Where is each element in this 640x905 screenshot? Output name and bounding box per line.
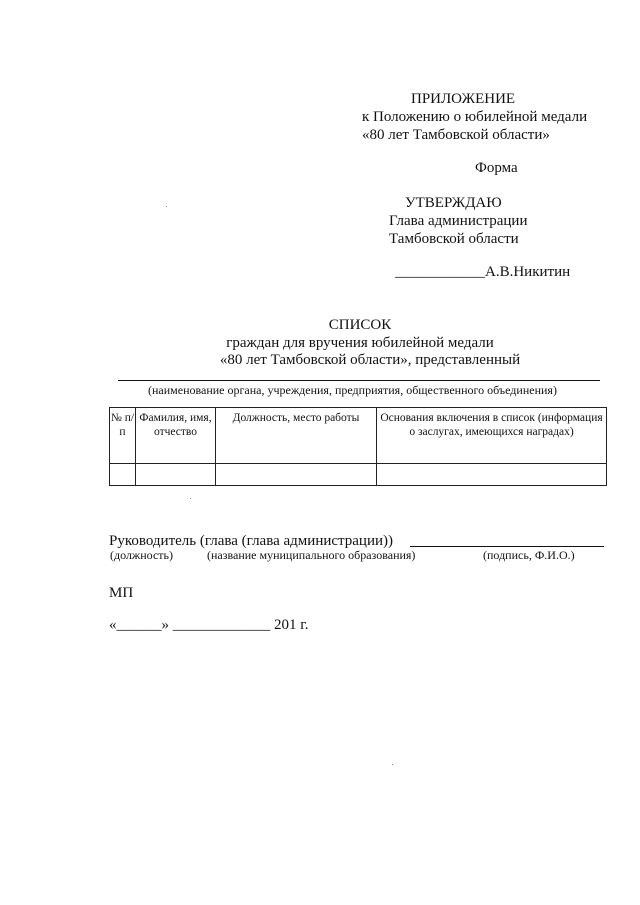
scan-speck [190, 498, 191, 499]
table-cell [377, 464, 607, 486]
form-label: Форма [475, 160, 518, 176]
list-subtitle-2: «80 лет Тамбовской области», представленный [219, 352, 521, 368]
approval-line-1: Глава администрации [389, 213, 528, 229]
column-position: Должность, место работы [216, 408, 377, 464]
head-line-label: Руководитель (глава (глава администрации)) [109, 533, 393, 549]
table-row [110, 464, 607, 486]
table-cell [110, 464, 136, 486]
citizens-table [109, 407, 607, 486]
column-grounds: Основания включения в список (информация о заслугах, имеющихся наградах) [377, 408, 607, 464]
table-header-row [110, 408, 607, 464]
appendix-line-2: «80 лет Тамбовской области» [362, 127, 550, 143]
appendix-line-1: к Положению о юбилейной медали [362, 109, 588, 125]
column-full-name: Фамилия, имя, отчество [136, 408, 216, 464]
approval-line-2: Тамбовской области [389, 231, 519, 247]
table-cell [136, 464, 216, 486]
organization-caption: (наименование органа, учреждения, предприятия, общественного объединения) [148, 383, 557, 397]
list-subtitle-1: граждан для вручения юбилейной медали [226, 335, 494, 351]
stamp-label: МП [109, 585, 134, 601]
date-line: «______» _____________ 201 г. [109, 617, 309, 633]
column-number: № п/п [110, 408, 136, 464]
caption-position: (должность) [110, 548, 173, 562]
caption-signature: (подпись, Ф.И.О.) [483, 548, 575, 562]
caption-municipality: (название муниципального образования) [207, 548, 416, 562]
organization-fill-line [118, 380, 600, 381]
scan-speck [166, 206, 167, 207]
table-cell [216, 464, 377, 486]
appendix-title: ПРИЛОЖЕНИЕ [411, 91, 516, 107]
list-title: СПИСОК [328, 317, 392, 333]
approval-signature: ____________А.В.Никитин [395, 264, 571, 280]
head-fill-line [410, 546, 604, 547]
scan-speck [392, 764, 393, 765]
approval-title: УТВЕРЖДАЮ [405, 195, 502, 211]
